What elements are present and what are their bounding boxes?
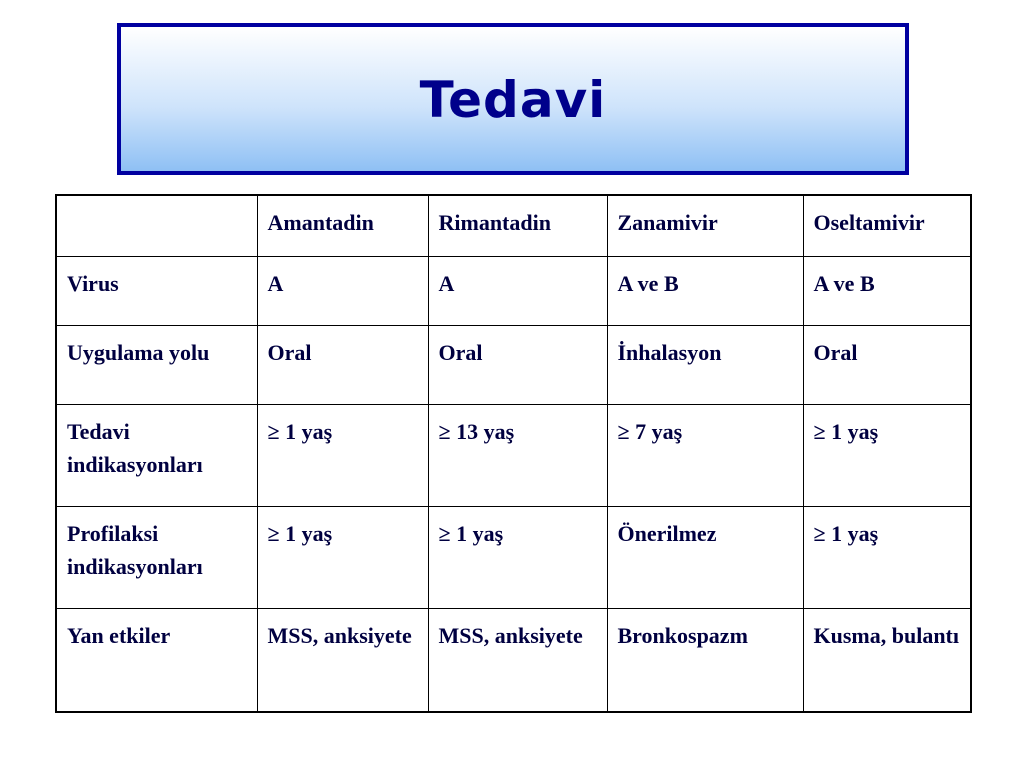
table-cell: Oral	[803, 325, 971, 404]
table-cell: A	[257, 256, 428, 325]
table-cell: ≥ 7 yaş	[607, 404, 803, 506]
slide-title-box	[117, 23, 909, 175]
header-cell-oseltamivir: Oseltamivir	[803, 195, 971, 256]
table-cell: İnhalasyon	[607, 325, 803, 404]
row-label-cell: Uygulama yolu	[56, 325, 257, 404]
table-cell: A	[428, 256, 607, 325]
table-cell: ≥ 1 yaş	[428, 506, 607, 608]
table-cell: A ve B	[607, 256, 803, 325]
table-cell: Oral	[428, 325, 607, 404]
table-cell: Oral	[257, 325, 428, 404]
table-cell: A ve B	[803, 256, 971, 325]
table-cell: ≥ 1 yaş	[257, 506, 428, 608]
table-cell: Önerilmez	[607, 506, 803, 608]
table-row-tedavi-indikasyonlari	[56, 404, 971, 506]
table-cell: ≥ 1 yaş	[803, 404, 971, 506]
row-label-cell: Virus	[56, 256, 257, 325]
header-cell-empty	[56, 195, 257, 256]
table-cell: Bronkospazm	[607, 608, 803, 712]
table-cell: Kusma, bulantı	[803, 608, 971, 712]
row-label-cell: Yan etkiler	[56, 608, 257, 712]
table-header-row	[56, 195, 971, 256]
row-label-cell: Profilaksi indikasyonları	[56, 506, 257, 608]
table-cell: MSS, anksiyete	[257, 608, 428, 712]
header-cell-rimantadin: Rimantadin	[428, 195, 607, 256]
table-row-profilaksi-indikasyonlari	[56, 506, 971, 608]
antiviral-comparison-table	[55, 194, 972, 713]
header-cell-amantadin: Amantadin	[257, 195, 428, 256]
table-cell: MSS, anksiyete	[428, 608, 607, 712]
table-row-virus	[56, 256, 971, 325]
table-cell: ≥ 1 yaş	[257, 404, 428, 506]
row-label-cell: Tedavi indikasyonları	[56, 404, 257, 506]
header-cell-zanamivir: Zanamivir	[607, 195, 803, 256]
table-row-yan-etkiler	[56, 608, 971, 712]
table-cell: ≥ 13 yaş	[428, 404, 607, 506]
table-cell: ≥ 1 yaş	[803, 506, 971, 608]
table-row-uygulama-yolu	[56, 325, 971, 404]
slide-title: Tedavi	[419, 71, 607, 129]
